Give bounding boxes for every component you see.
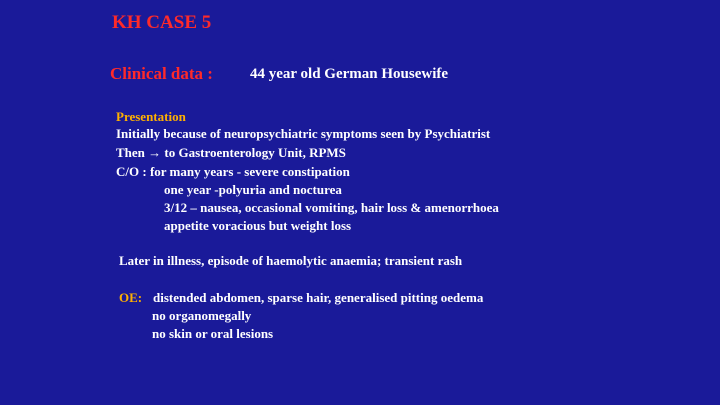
presentation-heading: Presentation: [116, 109, 186, 124]
oe-line: no organomegally: [152, 308, 252, 323]
oe-label: OE:: [119, 290, 143, 305]
clinical-data-label: Clinical data :: [110, 64, 213, 83]
presentation-line: C/O : for many years - severe constipation: [116, 164, 350, 179]
presentation-line: 3/12 – nausea, occasional vomiting, hair loss & amenorrhoea: [164, 200, 499, 215]
oe-line: no skin or oral lesions: [152, 326, 274, 341]
presentation-line: appetite voracious but weight loss: [164, 218, 352, 233]
presentation-line: Initially because of neuropsychiatric symptoms seen by Psychiatrist: [116, 126, 491, 141]
presentation-line: Then → to Gastroenterology Unit, RPMS: [116, 145, 346, 160]
clinical-data-value: 44 year old German Housewife: [250, 66, 449, 82]
slide-title: KH CASE 5: [112, 12, 212, 33]
presentation-line: one year -polyuria and nocturea: [164, 182, 342, 197]
later-illness-text: Later in illness, episode of haemolytic anaemia; transient rash: [119, 253, 463, 268]
oe-line: distended abdomen, sparse hair, generalised pitting oedema: [153, 290, 484, 305]
